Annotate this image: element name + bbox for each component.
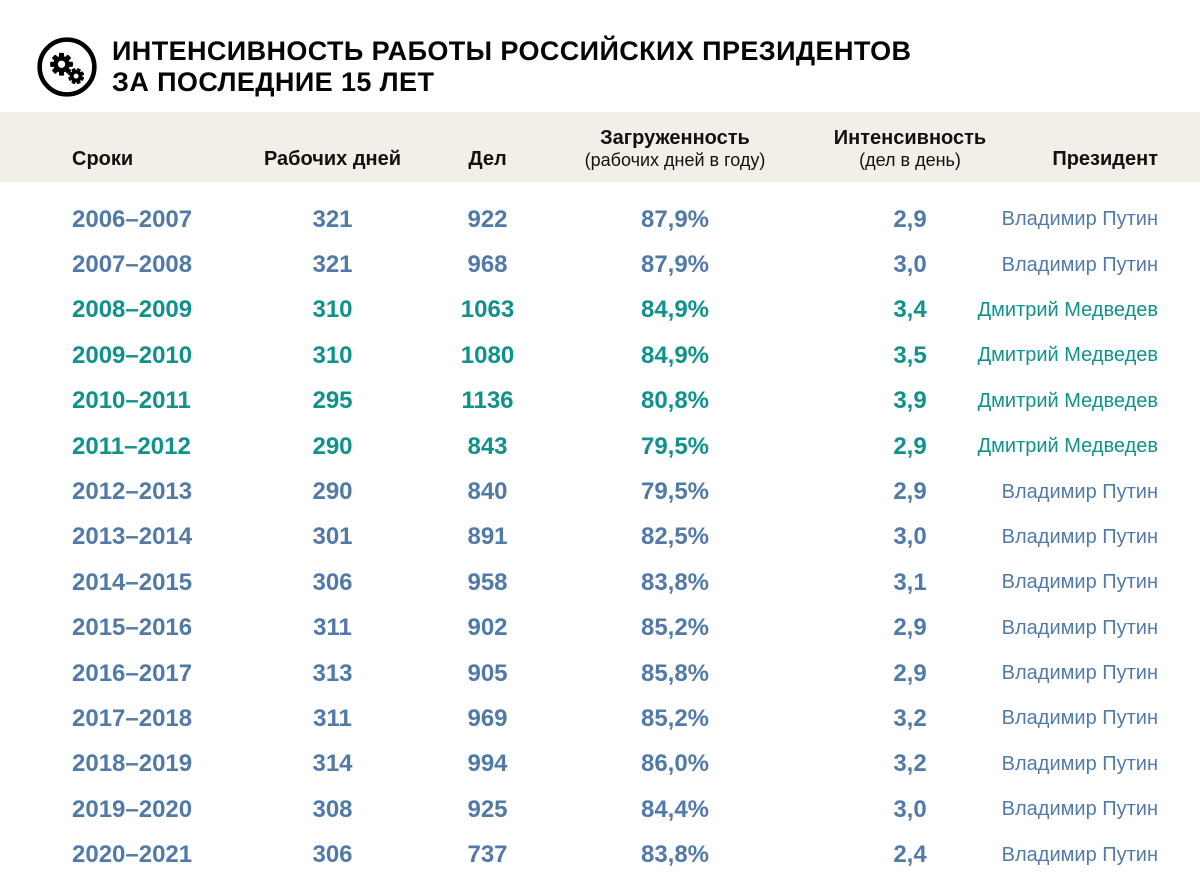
term-cell: 2009–2010 [72,341,193,369]
intensity-cell: 2,4 [893,841,927,869]
load-cell: 84,9% [640,341,710,369]
load-cell: 85,8% [640,659,710,687]
intensity-cell: 3,0 [893,251,927,279]
load-cell: 86,0% [640,750,710,778]
table-row [0,832,1200,877]
term-cell: 2010–2011 [72,387,191,415]
president-cell: Владимир Путин [1001,253,1158,276]
load-cell: 87,9% [640,251,710,279]
work-days-cell: 321 [312,205,353,233]
work-days-cell: 313 [312,659,353,687]
cases-cell: 1136 [461,387,514,415]
president-cell: Владимир Путин [1001,571,1158,594]
president-cell: Владимир Путин [1001,480,1158,503]
column-header-cases [420,112,555,182]
cases-cell: 969 [467,704,508,732]
column-label: Президент [1052,148,1158,170]
cases-cell: 958 [467,568,508,596]
column-sublabel: (дел в день) [859,150,961,170]
load-cell: 79,5% [640,432,710,460]
president-cell: Владимир Путин [1001,208,1158,231]
column-label: Дел [468,148,507,170]
load-cell: 83,8% [640,841,710,869]
table-row [0,787,1200,832]
work-days-cell: 308 [312,795,353,823]
work-days-cell: 290 [312,478,353,506]
intensity-cell: 2,9 [893,432,927,460]
load-cell: 79,5% [640,478,710,506]
table-row [0,242,1200,287]
president-cell: Дмитрий Медведев [977,344,1158,367]
cases-cell: 1080 [460,341,515,369]
table-row [0,696,1200,741]
president-cell: Дмитрий Медведев [977,435,1158,458]
column-label: Сроки [72,148,134,170]
column-sublabel: (рабочих дней в году) [584,150,766,170]
intensity-cell: 3,9 [893,387,927,415]
table-row [0,424,1200,469]
column-label: Интенсивность [833,127,987,149]
intensity-cell: 3,2 [893,750,927,778]
president-cell: Владимир Путин [1001,616,1158,639]
cases-cell: 925 [467,795,508,823]
page-title-line2: ЗА ПОСЛЕДНИЕ 15 ЛЕТ [112,67,435,97]
term-cell: 2014–2015 [72,568,193,596]
cases-cell: 1063 [460,296,515,324]
intensity-cell: 3,0 [893,795,927,823]
term-cell: 2020–2021 [72,841,193,869]
term-cell: 2012–2013 [72,478,193,506]
table-row [0,515,1200,560]
cases-cell: 922 [467,205,508,233]
president-cell: Владимир Путин [1001,798,1158,821]
column-header-load [555,112,795,182]
work-days-cell: 306 [312,841,353,869]
table-body [0,182,1200,878]
load-cell: 83,8% [640,568,710,596]
work-days-cell: 306 [312,568,353,596]
work-days-cell: 311 [313,704,352,732]
table-row [0,651,1200,696]
table-row [0,197,1200,242]
term-cell: 2007–2008 [72,251,193,279]
term-cell: 2016–2017 [72,659,193,687]
masthead [0,0,1200,112]
load-cell: 84,4% [640,795,710,823]
table-row [0,469,1200,514]
intensity-cell: 3,4 [893,296,927,324]
column-label: Загруженность [600,127,750,149]
work-days-cell: 311 [313,614,352,642]
load-cell: 82,5% [640,523,710,551]
term-cell: 2013–2014 [72,523,193,551]
term-cell: 2006–2007 [72,205,193,233]
cases-cell: 737 [467,841,508,869]
president-cell: Владимир Путин [1001,843,1158,866]
intensity-cell: 2,9 [893,205,927,233]
page-title [112,36,911,98]
term-cell: 2019–2020 [72,795,193,823]
president-cell: Владимир Путин [1001,662,1158,685]
cases-cell: 994 [467,750,508,778]
president-cell: Дмитрий Медведев [977,298,1158,321]
intensity-cell: 3,0 [893,523,927,551]
term-cell: 2018–2019 [72,750,193,778]
column-header-work-days [245,112,420,182]
table-row [0,379,1200,424]
intensity-cell: 2,9 [893,478,927,506]
term-cell: 2017–2018 [72,704,193,732]
cases-cell: 968 [467,251,508,279]
president-cell: Дмитрий Медведев [977,389,1158,412]
president-cell: Владимир Путин [1001,525,1158,548]
term-cell: 2015–2016 [72,614,193,642]
work-days-cell: 310 [312,296,353,324]
work-days-cell: 310 [312,341,353,369]
president-cell: Владимир Путин [1001,752,1158,775]
load-cell: 85,2% [640,614,710,642]
work-days-cell: 290 [312,432,353,460]
intensity-cell: 2,9 [893,614,927,642]
intensity-cell: 3,5 [893,341,927,369]
table-row [0,288,1200,333]
column-header-terms [0,112,245,182]
cases-cell: 840 [467,478,508,506]
column-header-intensity [795,112,1025,182]
cases-cell: 905 [467,659,508,687]
column-label: Рабочих дней [263,148,402,170]
table-header [0,112,1200,182]
term-cell: 2011–2012 [72,432,191,460]
load-cell: 87,9% [640,205,710,233]
table-row [0,606,1200,651]
table-row [0,333,1200,378]
intensity-cell: 3,2 [893,704,927,732]
column-header-president [1025,112,1158,182]
cases-cell: 843 [467,432,508,460]
work-days-cell: 295 [312,387,353,415]
gears-icon [36,36,98,98]
work-days-cell: 314 [312,750,353,778]
intensity-cell: 2,9 [893,659,927,687]
table-row [0,742,1200,787]
work-days-cell: 321 [312,251,353,279]
table-row [0,560,1200,605]
load-cell: 80,8% [640,387,710,415]
page-title-line1: ИНТЕНСИВНОСТЬ РАБОТЫ РОССИЙСКИХ ПРЕЗИДЕНТОВ [112,36,912,66]
president-cell: Владимир Путин [1001,707,1158,730]
term-cell: 2008–2009 [72,296,193,324]
load-cell: 85,2% [640,704,710,732]
intensity-cell: 3,1 [893,568,927,596]
work-days-cell: 301 [312,523,353,551]
cases-cell: 891 [467,523,508,551]
cases-cell: 902 [467,614,508,642]
load-cell: 84,9% [640,296,710,324]
